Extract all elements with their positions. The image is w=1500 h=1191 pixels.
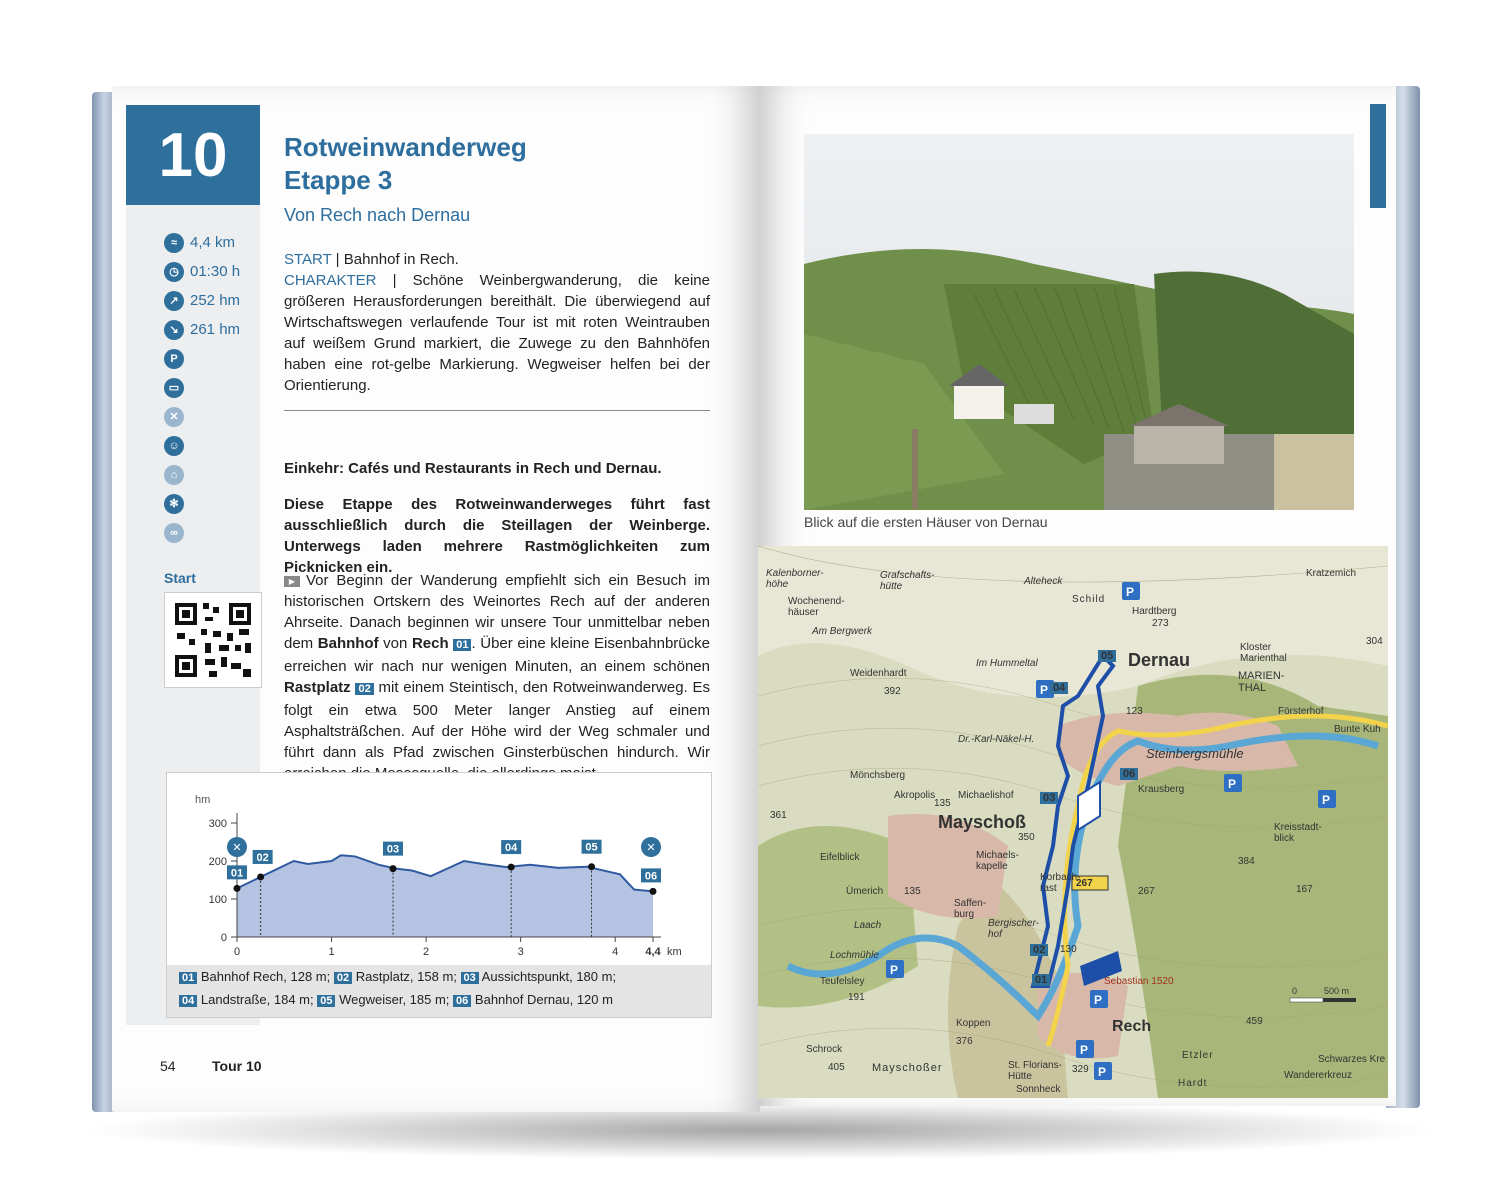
stat-descent: [164, 315, 240, 344]
y-tick-label: 100: [208, 894, 227, 906]
waypoint-label: 04: [505, 842, 518, 855]
waypoint-dot: [390, 865, 397, 872]
map-label-h361: 361: [770, 810, 787, 821]
ascent-icon: ↗: [164, 291, 184, 311]
body-bold: Bahnhof: [317, 635, 379, 652]
body-bold: Rastplatz: [284, 679, 351, 696]
map-label-schrock: Schrock: [806, 1044, 843, 1055]
x-tick-label: 4: [612, 946, 619, 958]
divider: [284, 410, 710, 411]
map-label-h405: 405: [828, 1062, 845, 1073]
page-number: 54: [160, 1058, 176, 1074]
legend-tag: 05: [317, 995, 335, 1007]
map-label-foersterhof: Försterhof: [1278, 706, 1324, 717]
map-label-laach: Laach: [854, 920, 882, 931]
x-tick-label: 1: [328, 946, 335, 958]
map-label-h350: 350: [1018, 832, 1035, 843]
svg-text:P: P: [1040, 683, 1049, 697]
chapter-tab: [1370, 104, 1386, 208]
legend-tag: 01: [179, 972, 197, 984]
x-tick-label: 3: [517, 946, 524, 958]
map-label-wochenend: Wochenend-häuser: [788, 596, 845, 618]
waypoint-label: 02: [256, 851, 269, 864]
map-label-hummeltal: Im Hummeltal: [976, 658, 1038, 669]
amenity-snow: [164, 489, 240, 518]
amenity-restaurant: [164, 402, 240, 431]
map-label-kloster: Kloster Marienthal: [1240, 642, 1287, 664]
amenity-bus: [164, 373, 240, 402]
map-label-h376: 376: [956, 1036, 973, 1047]
map-scale-zero: 0: [1292, 986, 1298, 996]
stat-value: 261 hm: [190, 321, 241, 338]
elevation-chart: [167, 773, 711, 965]
x-tick-label: 4,4: [645, 946, 661, 958]
tour-title: [284, 131, 527, 197]
map-label-korbach: Korbach-rast: [1040, 872, 1081, 894]
tour-subtitle: Von Rech nach Dernau: [284, 205, 471, 225]
photo-caption: Blick auf die ersten Häuser von Dernau: [804, 514, 1048, 530]
waypoint-dot: [234, 885, 241, 892]
start-key: START: [284, 251, 332, 268]
elevation-profile: [166, 772, 712, 1018]
map-label-h135a: 135: [934, 798, 951, 809]
map-label-hardtberg: Hardtberg: [1132, 606, 1177, 617]
svg-text:P: P: [1098, 1065, 1107, 1079]
vineyard-photo: [804, 134, 1354, 510]
map-label-saffenburg: Saffen-burg: [954, 898, 987, 920]
legend-tag: 02: [334, 972, 352, 984]
map-marker-05[interactable]: 05: [1098, 650, 1116, 662]
tour-number: 10: [126, 105, 260, 205]
map-label-nakel: Dr.-Karl-Näkel-H.: [958, 734, 1035, 745]
stat-distance: [164, 228, 240, 257]
map-label-h384: 384: [1238, 856, 1255, 867]
x-tick-label: 0: [233, 946, 241, 958]
map-label-teufelsley: Teufelsley: [820, 976, 865, 987]
map-label-h392: 392: [884, 686, 901, 697]
map-label-h329: 329: [1072, 1064, 1089, 1075]
map-label-ambergwerk: Am Bergwerk: [812, 626, 873, 637]
map-label-marienthal: MARIEN-THAL: [1238, 670, 1285, 694]
parking-icon: P: [164, 349, 184, 369]
waypoint-label: 06: [644, 870, 658, 883]
clock-icon: ◷: [164, 262, 184, 282]
stat-value: 01:30 h: [190, 263, 241, 280]
map-label-michaelishof: Michaelishof: [958, 790, 1014, 801]
map-label-eifelblick: Eifelblick: [820, 852, 860, 863]
child-icon: ☺: [164, 436, 184, 456]
legend-text: Rastplatz, 158 m;: [355, 969, 457, 984]
amenity-cable-car: [164, 460, 240, 489]
map-label-h135b: 135: [904, 886, 921, 897]
svg-text:P: P: [1080, 1043, 1089, 1057]
svg-text:P: P: [890, 963, 899, 977]
body-text: [284, 570, 710, 784]
stat-value: 252 hm: [190, 292, 241, 309]
title-line-1: Rotweinwanderweg: [284, 132, 527, 162]
legend-text: Aussichtspunkt, 180 m;: [481, 969, 617, 984]
map-label-schwarzes: Schwarzes Kre: [1318, 1054, 1386, 1065]
stats-list: [164, 228, 240, 547]
map-label-krausberg: Krausberg: [1138, 784, 1185, 795]
map-label-hardt: Hardt: [1178, 1078, 1208, 1089]
map-label-wandererkreuz: Wandererkreuz: [1284, 1070, 1352, 1081]
y-tick-label: 200: [208, 856, 227, 868]
body-segment: . Über eine kleine Eisenbahnbrücke erreichen wir nach nur wenigen Minuten, an einem schönen: [284, 635, 710, 675]
x-tick-label: 2: [423, 946, 430, 958]
map-label-kapelle: Michaels-kapelle: [976, 850, 1019, 872]
waypoint-label: 05: [585, 841, 598, 854]
legend-tag: 03: [461, 972, 479, 984]
play-icon: ▶: [284, 576, 300, 587]
legend-tag: 06: [453, 995, 471, 1007]
map-marker-03[interactable]: 03: [1040, 792, 1058, 804]
descent-icon: ↘: [164, 320, 184, 340]
amenity-parking: [164, 344, 240, 373]
map-label-h130: 130: [1060, 944, 1077, 955]
restaurant-glyph: ✕: [646, 841, 656, 854]
stat-value: 4,4 km: [190, 234, 236, 251]
map-label-mayschoss: Mayschoß: [938, 812, 1027, 832]
map-label-sebastian: Sebastian 1520: [1104, 976, 1174, 987]
legend-text: Landstraße, 184 m;: [200, 992, 314, 1007]
qr-code[interactable]: [164, 592, 262, 688]
map-label-bergischer: Bergischer-hof: [988, 918, 1039, 940]
map-label-h304: 304: [1366, 636, 1383, 647]
cable-car-icon: ⌂: [164, 465, 184, 485]
svg-text:P: P: [1228, 777, 1237, 791]
stat-duration: [164, 257, 240, 286]
lead-text: Diese Etappe des Rotweinwanderweges führt fast ausschließlich durch die Steillagen der Weinberge. Unterwegs laden mehrere Rastmöglichkeiten zum Picknicken ein.: [284, 496, 710, 576]
page-footer-tour: Tour 10: [212, 1058, 262, 1074]
body-segment: mit einem Steintisch, den Rotweinwanderweg. Es folgt ein etwa 500 Meter langer Anstieg auf einem Asphaltsträßchen. Auf der Höhe wird der Weg schmaler und führt dann als Pfad zwischen Ginsterbüschen hindurch. Wir: [284, 679, 710, 761]
legend-line-1: [179, 965, 711, 990]
map-label-rech: Rech: [1112, 1018, 1152, 1035]
map-label-koppen: Koppen: [956, 1018, 991, 1029]
map-label-weidenhardt: Weidenhardt: [850, 668, 907, 679]
waypoint-dot: [508, 864, 515, 871]
svg-text:P: P: [1126, 585, 1135, 599]
map-label-h459: 459: [1246, 1016, 1263, 1027]
legend-tag: 04: [179, 995, 197, 1007]
map-marker-01[interactable]: 01: [1032, 974, 1050, 986]
title-line-2: Etappe 3: [284, 165, 393, 195]
bus-icon: ▭: [164, 378, 184, 398]
map-marker-02[interactable]: 02: [1030, 944, 1048, 956]
svg-text:P: P: [1322, 793, 1331, 807]
y-tick-label: 0: [220, 932, 227, 944]
waypoint-tag: 01: [453, 639, 471, 651]
restaurant-glyph: ✕: [232, 841, 242, 854]
map-label-h123: 123: [1126, 706, 1143, 717]
character-key: CHARAKTER: [284, 272, 377, 289]
map-label-uemerich: Ümerich: [846, 886, 884, 897]
legend-text: Bahnhof Dernau, 120 m: [474, 992, 613, 1007]
map-label-alteheck: Alteheck: [1024, 576, 1063, 587]
map-label-sonnheck: Sonnheck: [1016, 1084, 1061, 1095]
map-label-h191: 191: [848, 992, 865, 1003]
body-bold: Rech: [411, 635, 449, 652]
map-label-akropolis: Akropolis: [894, 790, 936, 801]
legend-line-2: [179, 990, 711, 1011]
bicycle-icon: ∞: [164, 523, 184, 543]
map-label-mayschosser: Mayschoßer: [872, 1062, 943, 1074]
body-segment: von: [378, 635, 412, 652]
snowflake-icon: ✻: [164, 494, 184, 514]
profile-legend: [167, 965, 711, 1017]
start-text: | Bahnhof in Rech.: [331, 251, 459, 268]
waypoint-dot: [650, 888, 657, 895]
legend-text: Bahnhof Rech, 128 m;: [200, 969, 331, 984]
map-label-h267: 267: [1138, 886, 1155, 897]
svg-text:P: P: [1094, 993, 1103, 1007]
map-label-h167: 167: [1296, 884, 1313, 895]
map-label-road267: 267: [1076, 878, 1093, 889]
map-marker-06[interactable]: 06: [1120, 768, 1138, 780]
map-label-lochmuehle: Lochmühle: [830, 950, 879, 961]
waypoint-dot: [588, 863, 595, 870]
waypoint-label: 01: [230, 867, 244, 880]
map-label-kreisstadt: Kreisstadt-blick: [1274, 822, 1322, 844]
body-segment: Vor Beginn der Wanderung empfiehlt sich ein Besuch im historischen Ortskern des Weinortes Rech auf der anderen Ahrseite. Danach beginnen wir unsere Tour unmittelbar neben dem: [284, 572, 710, 652]
y-axis-label: hm: [195, 794, 211, 806]
amenity-bike: [164, 518, 240, 547]
distance-icon: ≈: [164, 233, 184, 253]
route-map[interactable]: [758, 546, 1388, 1098]
legend-text: Wegweiser, 185 m;: [339, 992, 450, 1007]
map-label-buntekuh: Bunte Kuh: [1334, 724, 1381, 735]
map-label-florians: St. Florians-Hütte: [1008, 1060, 1062, 1082]
map-label-h273: 273: [1152, 618, 1169, 629]
map-label-steinbergsmuehle: Steinbergsmühle: [1146, 746, 1244, 761]
stat-ascent: [164, 286, 240, 315]
start-label: Start: [164, 570, 196, 586]
character-text: | Schöne Weinbergwanderung, die keine größeren Herausforderungen bereithält. Die überwiegend auf Wirtschaftswegen verlaufende Tour ist mit roten Weintrauben auf weißem Grund markiert, die Zuwege zu den Bahnhöfen haben eine rot-gelbe Markierung. Wegweiser helfen bei der Orientierung.: [284, 272, 710, 394]
restaurant-icon: ✕: [164, 407, 184, 427]
intro-text: [284, 249, 710, 396]
map-label-moenchsberg: Mönchsberg: [850, 770, 906, 781]
map-label-schild: Schild: [1072, 594, 1106, 605]
amenity-child: [164, 431, 240, 460]
waypoint-label: 03: [386, 843, 400, 856]
map-label-kalenborner: Kalenborner-höhe: [766, 568, 824, 590]
map-label-etzler: Etzler: [1182, 1050, 1214, 1061]
map-label-kratzemich: Kratzemich: [1306, 568, 1357, 579]
map-label-dernau: Dernau: [1128, 650, 1191, 670]
map-label-grafschafts: Grafschafts-hütte: [880, 570, 935, 592]
y-tick-label: 300: [208, 818, 227, 830]
waypoint-dot: [257, 873, 264, 880]
map-marker-04[interactable]: 04: [1050, 682, 1068, 694]
x-axis-label: km: [667, 946, 682, 958]
waypoint-tag: 02: [355, 683, 373, 695]
map-scale-label: 500 m: [1324, 986, 1350, 996]
einkehr-text: Einkehr: Cafés und Restaurants in Rech und Dernau.: [284, 460, 662, 477]
